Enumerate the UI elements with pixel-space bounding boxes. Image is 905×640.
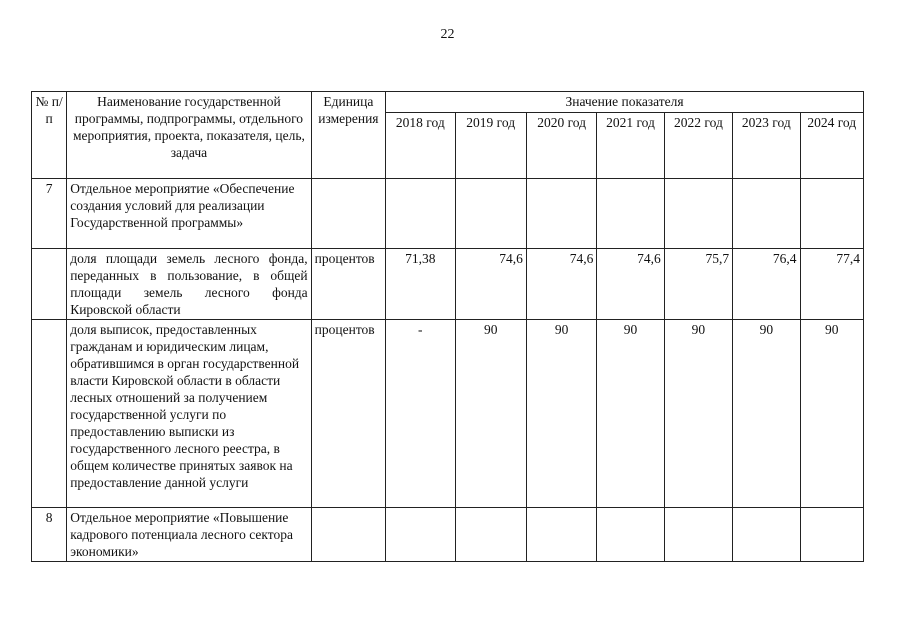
row-name: доля площади земель лесного фонда, переданных в пользование, в общей площади земель лесного фонда Кировской области bbox=[67, 249, 311, 320]
page-number: 22 bbox=[440, 27, 455, 42]
row-value bbox=[800, 508, 863, 562]
row-value: 90 bbox=[664, 320, 732, 508]
row-value: 74,6 bbox=[455, 249, 526, 320]
header-year: 2021 год bbox=[597, 113, 664, 179]
table-row bbox=[32, 508, 864, 562]
row-unit bbox=[311, 179, 385, 249]
header-num: № п/п bbox=[32, 92, 67, 179]
row-value bbox=[526, 179, 596, 249]
row-value bbox=[664, 508, 732, 562]
header-unit: Единица измерения bbox=[311, 92, 385, 179]
indicator-table bbox=[31, 91, 864, 562]
table-row bbox=[32, 179, 864, 249]
row-value: 90 bbox=[526, 320, 596, 508]
row-unit bbox=[311, 508, 385, 562]
row-value bbox=[800, 179, 863, 249]
row-unit: процентов bbox=[311, 249, 385, 320]
header-year: 2023 год bbox=[733, 113, 800, 179]
header-year: 2022 год bbox=[664, 113, 732, 179]
header-year: 2024 год bbox=[800, 113, 863, 179]
row-num: 8 bbox=[32, 508, 67, 562]
row-value: 74,6 bbox=[526, 249, 596, 320]
row-value: 74,6 bbox=[597, 249, 664, 320]
row-value: 71,38 bbox=[386, 249, 455, 320]
row-value bbox=[386, 508, 455, 562]
row-value bbox=[733, 508, 800, 562]
row-value bbox=[597, 508, 664, 562]
row-value bbox=[455, 508, 526, 562]
row-value bbox=[455, 179, 526, 249]
row-value bbox=[526, 508, 596, 562]
row-value: 90 bbox=[597, 320, 664, 508]
row-value bbox=[733, 179, 800, 249]
header-name: Наименование государственной программы, подпрограммы, отдельного мероприятия, проекта, показателя, цель, задача bbox=[67, 92, 311, 179]
row-value: 77,4 bbox=[800, 249, 863, 320]
row-value: 75,7 bbox=[664, 249, 732, 320]
row-value: 90 bbox=[733, 320, 800, 508]
header-value-group: Значение показателя bbox=[386, 92, 864, 113]
row-value: - bbox=[386, 320, 455, 508]
row-value: 90 bbox=[455, 320, 526, 508]
table-row bbox=[32, 249, 864, 320]
row-name: доля выписок, предоставленных гражданам и юридическим лицам, обратившимся в орган государственной власти Кировской области в области лесных отношений за получением государственной услуги по предоставлению выписки из государственного лесного реестра, в общем количестве принятых заявок на предоставление данной услуги bbox=[67, 320, 311, 508]
row-value: 76,4 bbox=[733, 249, 800, 320]
header-year: 2018 год bbox=[386, 113, 455, 179]
row-num bbox=[32, 320, 67, 508]
row-value: 90 bbox=[800, 320, 863, 508]
row-unit: процентов bbox=[311, 320, 385, 508]
row-value bbox=[664, 179, 732, 249]
header-row bbox=[32, 92, 864, 113]
table-row bbox=[32, 320, 864, 508]
row-num bbox=[32, 249, 67, 320]
header-year: 2020 год bbox=[526, 113, 596, 179]
row-name: Отдельное мероприятие «Обеспечение создания условий для реализации Государственной программы» bbox=[67, 179, 311, 249]
row-name: Отдельное мероприятие «Повышение кадрового потенциала лесного сектора экономики» bbox=[67, 508, 311, 562]
row-value bbox=[386, 179, 455, 249]
header-year: 2019 год bbox=[455, 113, 526, 179]
row-num: 7 bbox=[32, 179, 67, 249]
row-value bbox=[597, 179, 664, 249]
